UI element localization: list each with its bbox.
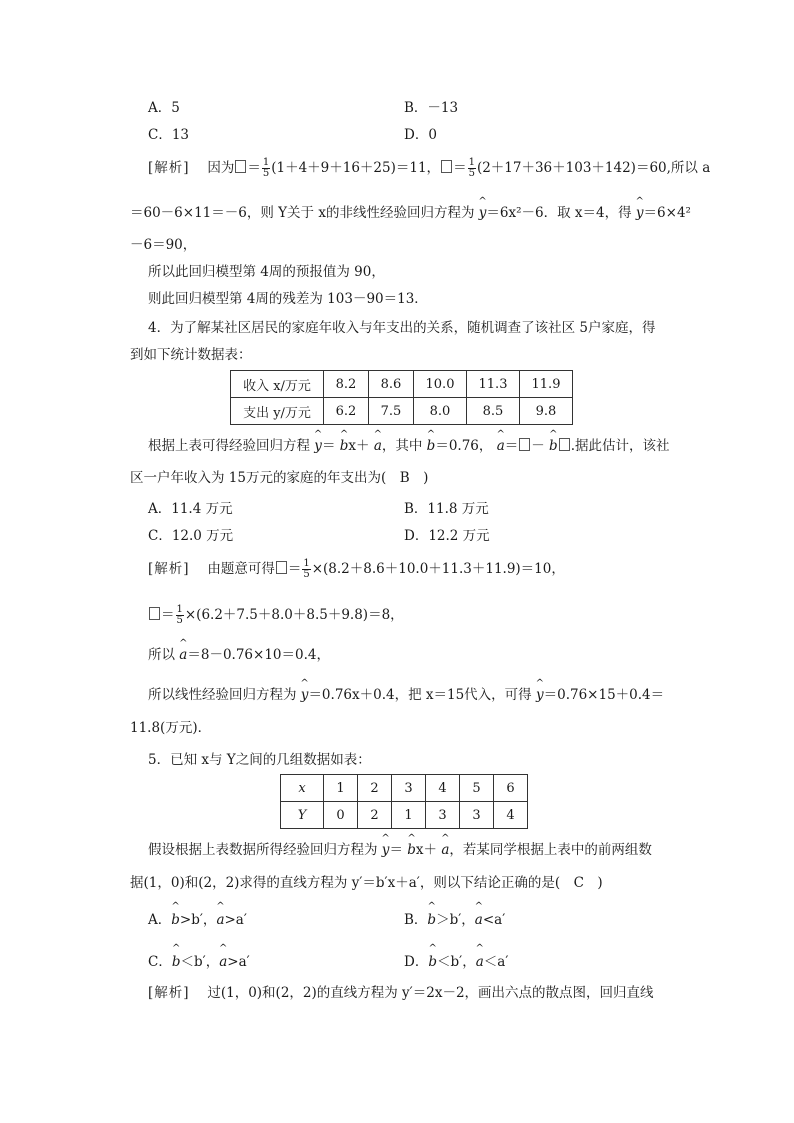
x-bar-symbol bbox=[559, 438, 570, 451]
table-cell: 10.0 bbox=[414, 371, 467, 398]
solution-tag: [解析] bbox=[148, 985, 190, 1001]
q5-stem: 5．已知 x与 Y之间的几组数据如表： bbox=[148, 752, 371, 768]
solution-tag: [解析] bbox=[148, 561, 190, 577]
table-cell: 5 bbox=[460, 775, 494, 802]
table-cell: 3 bbox=[392, 775, 426, 802]
q3-solution-line-2: ＝60－6×11＝－6，则 Y关于 x的非线性经验回归方程为 ^ y＝6x²－6．取 x＝4，得 ^ y＝6×4² bbox=[130, 203, 691, 223]
table-cell: 11.3 bbox=[467, 371, 520, 398]
table-header-cell: Y bbox=[281, 802, 324, 829]
q4-text-line-2: 区一户年收入为 15万元的家庭的年支出为( B ) bbox=[130, 470, 429, 486]
q3-option-a: A．5 bbox=[148, 100, 180, 116]
table-cell: 2 bbox=[358, 802, 392, 829]
q5-option-a: A．^ b>b′，^ a>a′ bbox=[148, 908, 247, 928]
q5-option-d: D．^ b＜b′，^ a＜a′ bbox=[404, 950, 508, 970]
fraction: $\frac{1}{5}$ bbox=[176, 604, 183, 626]
q4-text-line-1: 根据上表可得经验回归方程 ^ y＝ ^ bx＋ ^ a，其中 ^ b＝0.76， ^ a＝ － ^ b .据此估计，该社 bbox=[148, 436, 670, 456]
x-bar-symbol bbox=[235, 160, 246, 173]
table-cell: 0 bbox=[324, 802, 358, 829]
q4-solution-line-2: ＝ $\frac{1}{5}$ ×(6.2＋7.5＋8.0＋8.5＋9.8)＝8， bbox=[148, 605, 404, 626]
q3-solution-line-1: [解析] 因为 ＝ $\frac{1}{5}$ (1＋4＋9＋16＋25)＝11， ＝ $\frac{1}{5}$ (2＋17＋36＋103＋142)＝60,所以 a bbox=[148, 157, 711, 179]
q5-text-line-2: 据(1，0)和(2，2)求得的直线方程为 y′＝b′x＋a′，则以下结论正确的是( C ) bbox=[130, 875, 603, 891]
q3-solution-line-3: －6＝90， bbox=[130, 237, 197, 253]
q5-option-c: C．^ b＜b′，^ a>a′ bbox=[148, 950, 250, 970]
table-cell: 9.8 bbox=[520, 398, 573, 425]
q4-solution-line-1: [解析] 由题意可得 ＝ $\frac{1}{5}$ ×(8.2＋8.6＋10.0＋11.3＋11.9)＝10， bbox=[148, 558, 565, 580]
q4-option-c: C．12.0 万元 bbox=[148, 528, 234, 544]
q4-data-table bbox=[230, 370, 573, 425]
table-header-cell: x bbox=[281, 775, 324, 802]
x-bar-symbol bbox=[276, 561, 287, 574]
q4-option-d: D．12.2 万元 bbox=[404, 528, 490, 544]
fraction: $\frac{1}{5}$ bbox=[468, 157, 475, 179]
solution-tag: [解析] bbox=[148, 160, 190, 176]
q4-stem-line-1: 4．为了解某社区居民的家庭年收入与年支出的关系，随机调查了该社区 5户家庭，得 bbox=[148, 320, 656, 336]
table-cell: 7.5 bbox=[369, 398, 414, 425]
fraction: $\frac{1}{5}$ bbox=[303, 558, 310, 580]
table-header-cell: 支出 y/万元 bbox=[231, 398, 324, 425]
table-cell: 4 bbox=[426, 775, 460, 802]
table-cell: 6.2 bbox=[324, 398, 369, 425]
q3-option-d: D．0 bbox=[404, 127, 437, 143]
table-row bbox=[281, 802, 528, 829]
table-row bbox=[231, 398, 573, 425]
q4-solution-line-3: 所以 ^ a＝8－0.76×10＝0.4， bbox=[148, 645, 330, 665]
q5-option-b: B．^ b＞b′，^ a<a′ bbox=[404, 908, 505, 928]
q4-solution-line-5: 11.8(万元)． bbox=[130, 720, 212, 736]
q4-solution-line-4: 所以线性经验回归方程为 ^ y＝0.76x＋0.4，把 x＝15代入，可得 ^ y＝0.76×15＋0.4＝ bbox=[148, 685, 664, 705]
q3-option-b: B．－13 bbox=[404, 100, 459, 116]
table-cell: 3 bbox=[426, 802, 460, 829]
table-cell: 6 bbox=[494, 775, 528, 802]
q4-option-a: A．11.4 万元 bbox=[148, 501, 233, 517]
fraction: $\frac{1}{5}$ bbox=[262, 157, 270, 179]
q5-text-line-1: 假设根据上表数据所得经验回归方程为 ^ y＝ ^ bx＋ ^ a，若某同学根据上表中的前两组数 bbox=[148, 840, 652, 860]
y-bar-symbol bbox=[149, 607, 160, 620]
table-header-cell: 收入 x/万元 bbox=[231, 371, 324, 398]
table-cell: 8.5 bbox=[467, 398, 520, 425]
q3-option-c: C．13 bbox=[148, 127, 190, 143]
table-cell: 2 bbox=[358, 775, 392, 802]
y-bar-symbol bbox=[519, 438, 530, 451]
table-cell: 3 bbox=[460, 802, 494, 829]
table-row bbox=[281, 775, 528, 802]
q4-option-b: B．11.8 万元 bbox=[404, 501, 489, 517]
table-cell: 8.0 bbox=[414, 398, 467, 425]
q5-data-table bbox=[280, 774, 528, 829]
table-cell: 11.9 bbox=[520, 371, 573, 398]
table-cell: 8.2 bbox=[324, 371, 369, 398]
q3-solution-line-5: 则此回归模型第 4周的残差为 103－90＝13． bbox=[148, 291, 428, 307]
table-cell: 8.6 bbox=[369, 371, 414, 398]
q4-stem-line-2: 到如下统计数据表： bbox=[130, 347, 252, 363]
table-cell: 1 bbox=[324, 775, 358, 802]
table-cell: 4 bbox=[494, 802, 528, 829]
q3-solution-line-4: 所以此回归模型第 4周的预报值为 90， bbox=[148, 264, 385, 280]
q5-solution-line-1: [解析] 过(1，0)和(2，2)的直线方程为 y′＝2x－2，画出六点的散点图，回归直线 bbox=[148, 985, 654, 1001]
table-row bbox=[231, 371, 573, 398]
table-cell: 1 bbox=[392, 802, 426, 829]
y-bar-symbol bbox=[441, 160, 452, 173]
